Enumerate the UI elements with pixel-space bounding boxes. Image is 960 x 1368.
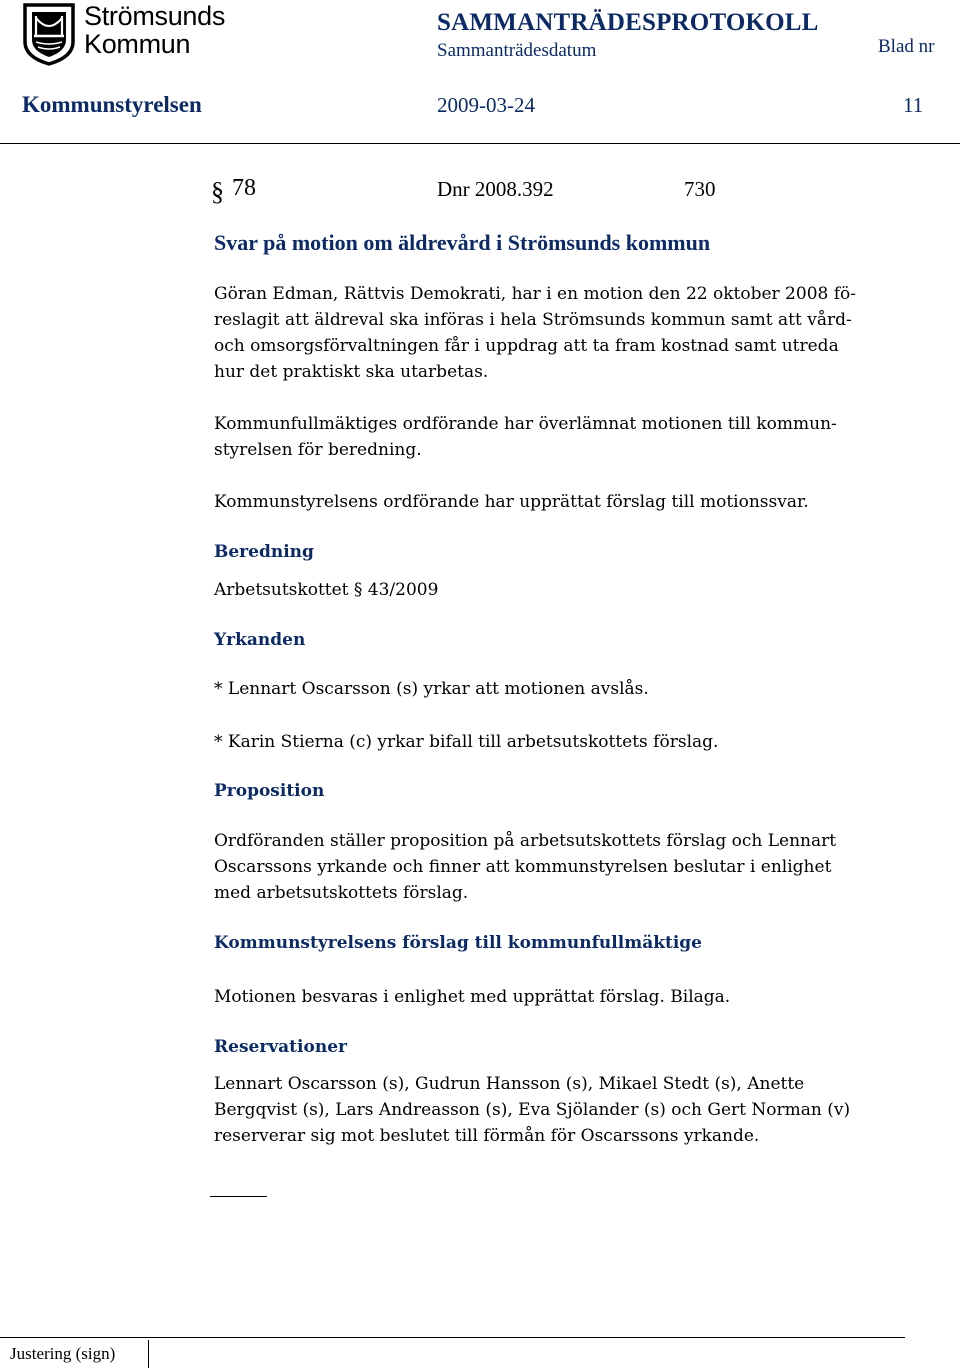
page-number: 11 bbox=[903, 93, 924, 117]
forslag-paragraph bbox=[214, 984, 914, 1010]
paragraph-sign: § bbox=[211, 177, 224, 206]
intro-line: hur det praktiskt ska utarbetas. bbox=[214, 362, 489, 382]
reservation-line: Bergqvist (s), Lars Andreasson (s), Eva Sjölander (s) och Gert Norman (v) bbox=[214, 1100, 851, 1120]
forslag-heading: Kommunstyrelsens förslag till kommunfullmäktige bbox=[214, 933, 703, 953]
yrkanden-heading: Yrkanden bbox=[214, 630, 306, 650]
end-of-section-rule bbox=[210, 1196, 267, 1197]
intro-line: reslagit att äldreval ska införas i hela Strömsunds kommun samt att vård- bbox=[214, 310, 852, 330]
reservationer-heading: Reservationer bbox=[214, 1037, 347, 1057]
forslag-line: Motionen besvaras i enlighet med upprättat förslag. Bilaga. bbox=[214, 987, 731, 1007]
page-number-label: Blad nr bbox=[878, 36, 935, 57]
referral-line: styrelsen för beredning. bbox=[214, 440, 422, 460]
beredning-heading: Beredning bbox=[214, 542, 314, 562]
meeting-date: 2009-03-24 bbox=[437, 93, 535, 117]
signature-label: Justering (sign) bbox=[10, 1344, 116, 1363]
chair-proposal-paragraph bbox=[214, 489, 914, 515]
intro-line: och omsorgsförvaltningen får i uppdrag att ta fram kostnad samt utreda bbox=[214, 336, 839, 356]
yrkande-line: * Lennart Oscarsson (s) yrkar att motionen avslås. bbox=[214, 679, 649, 699]
chair-proposal-line: Kommunstyrelsens ordförande har upprättat förslag till motionssvar. bbox=[214, 492, 809, 512]
meeting-date-label: Sammanträdesdatum bbox=[437, 40, 597, 61]
municipality-logo bbox=[22, 1, 226, 66]
section-number: 78 bbox=[232, 175, 256, 201]
header-divider bbox=[0, 143, 960, 144]
proposition-line: Oscarssons yrkande och finner att kommunstyrelsen beslutar i enlighet bbox=[214, 857, 832, 877]
proposition-heading: Proposition bbox=[214, 781, 325, 801]
footer-divider bbox=[0, 1337, 905, 1338]
intro-paragraph bbox=[214, 281, 914, 385]
governing-body: Kommunstyrelsen bbox=[22, 92, 202, 117]
referral-line: Kommunfullmäktiges ordförande har överlämnat motionen till kommun- bbox=[214, 414, 837, 434]
referral-paragraph bbox=[214, 411, 914, 463]
reservationer-paragraph bbox=[214, 1071, 914, 1149]
section-title: Svar på motion om äldrevård i Strömsunds kommun bbox=[214, 230, 711, 255]
signature-box-divider bbox=[148, 1340, 149, 1368]
document-title: SAMMANTRÄDESPROTOKOLL bbox=[437, 9, 819, 36]
bridge-emblem-icon bbox=[22, 2, 76, 66]
archive-code: 730 bbox=[684, 177, 716, 201]
beredning-text bbox=[214, 577, 914, 603]
yrkanden-item-1 bbox=[214, 676, 914, 702]
proposition-line: Ordföranden ställer proposition på arbetsutskottets förslag och Lennart bbox=[214, 831, 837, 851]
reservation-line: reserverar sig mot beslutet till förmån för Oscarssons yrkande. bbox=[214, 1126, 760, 1146]
proposition-line: med arbetsutskottets förslag. bbox=[214, 883, 469, 903]
diary-number: Dnr 2008.392 bbox=[437, 177, 554, 201]
yrkanden-item-2 bbox=[214, 729, 914, 755]
proposition-paragraph bbox=[214, 828, 914, 906]
logo-text-line1: Strömsunds bbox=[84, 1, 226, 31]
reservation-line: Lennart Oscarsson (s), Gudrun Hansson (s), Mikael Stedt (s), Anette bbox=[214, 1074, 805, 1094]
yrkande-line: * Karin Stierna (c) yrkar bifall till arbetsutskottets förslag. bbox=[214, 732, 719, 752]
beredning-line: Arbetsutskottet § 43/2009 bbox=[214, 580, 439, 600]
logo-text-line2: Kommun bbox=[84, 29, 191, 59]
intro-line: Göran Edman, Rättvis Demokrati, har i en motion den 22 oktober 2008 fö- bbox=[214, 284, 856, 304]
